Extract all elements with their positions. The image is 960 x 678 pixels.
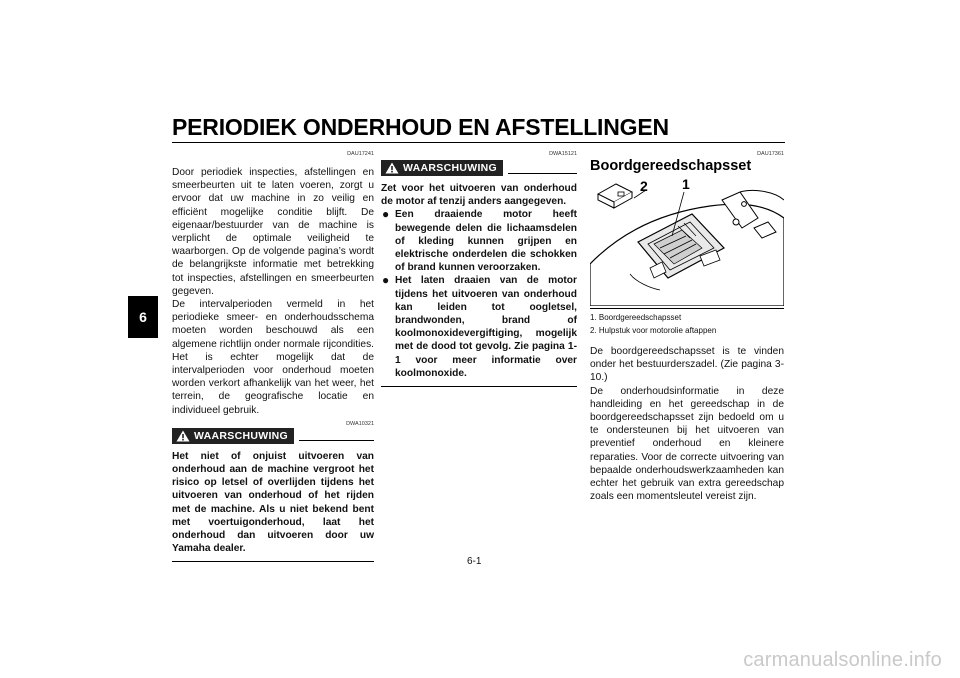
column-2 <box>381 151 577 387</box>
page-title: PERIODIEK ONDERHOUD EN AFSTELLINGEN <box>172 114 669 140</box>
warning-end-rule <box>172 561 374 562</box>
warning-label: WAARSCHUWING <box>194 429 289 442</box>
warning-badge <box>381 160 503 176</box>
warning-label: WAARSCHUWING <box>403 162 498 174</box>
warning-code: DWA10321 <box>346 420 374 427</box>
tool-kit-illustration <box>590 178 784 306</box>
column-3 <box>590 151 784 503</box>
warning-badge <box>172 428 294 444</box>
intro-paragraph: Door periodiek inspecties, afstellingen en smeerbeurten uit te laten voeren, zorgt u ervoor dat uw machine in zo veilig en efficiënt mogelijke conditie blijft. De eigenaar/bestuurder van de machine is verplicht de optimale veiligheid te waarborgen. Op de volgende pagina’s wordt de belangrijkste informatie met betrekking tot inspecties, afstellingen en smeerbeurten gegeven. <box>172 167 374 297</box>
warning-header <box>381 160 577 176</box>
figure-caption <box>590 308 784 337</box>
caption-item: 2. Hulpstuk voor motorolie aftappen <box>590 326 717 335</box>
warning-lead: Zet voor het uitvoeren van onderhoud de motor af tenzij anders aangegeven. <box>381 183 577 208</box>
caption-item: 1. Boordgereedschapsset <box>590 313 682 322</box>
bullet-icon: ● <box>382 207 390 222</box>
warning-triangle-icon <box>176 430 190 442</box>
maintenance-paragraph: De onderhoudsinformatie in deze handleiding en het gereedschap in de boordgereedschapsset zijn bedoeld om u te ondersteunen bij het uitvoeren van preventief onderhoud en kleinere reparaties. Voor de correcte uitvoering van bepaalde onderhoudswerkzaamheden kan echter het gebruik van extra gereedschap zoals een momentsleutel vereist zijn. <box>590 385 784 503</box>
warning-code: DWA15121 <box>549 151 577 157</box>
section-title: Boordgereedschapsset <box>590 158 752 174</box>
warning-triangle-icon <box>385 162 399 174</box>
reference-code: DAU17361 <box>757 151 784 157</box>
interval-paragraph: De intervalperioden vermeld in het periodieke smeer- en onderhoudsschema moeten worden beschouwd als een algemene richtlijn onder normale rijcondities. Het is echter mogelijk dat de intervalperioden voor onderhoud moeten worden verkort afhankelijk van het weer, het terrein, de geografische locatie en individueel gebruik. <box>172 299 374 416</box>
chapter-tab: 6 <box>128 296 158 338</box>
bullet-icon: ● <box>382 273 390 288</box>
warning-rule <box>508 173 577 174</box>
page-number: 6-1 <box>467 556 482 567</box>
callout-1: 1 <box>682 178 690 192</box>
column-1 <box>172 151 374 562</box>
list-item: ● Het laten draaien van de motor tijdens het uitvoeren van onderhoud kan leiden tot oogletsel, brandwonden, brand of koolmonoxidevergiftiging, mogelijk met de dood tot gevolg. Zie pagina 1-1 voor meer informatie over koolmonoxide. <box>382 273 577 379</box>
reference-code: DAU17241 <box>347 151 374 157</box>
warning-text: Het niet of onjuist uitvoeren van onderhoud aan de machine vergroot het risico op letsel of overlijden tijdens het uitvoeren van onderhoud of het rijden met de machine. Als u niet bekend bent met voertuigonderhoud, laat het onderhoud dan uitvoeren door uw Yamaha dealer. <box>172 450 374 555</box>
warning-end-rule <box>381 386 577 387</box>
warning-bullets <box>381 208 577 380</box>
warning-header <box>172 428 374 444</box>
title-rule <box>172 142 785 143</box>
warning-rule <box>299 440 374 441</box>
location-paragraph: De boordgereedschapsset is te vinden onder het bestuurderszadel. (Zie pagina 3-10.) <box>590 346 784 384</box>
callout-2: 2 <box>640 178 648 194</box>
list-item: ● Een draaiende motor heeft bewegende delen die lichaamsdelen of kleding kunnen grijpen en elektrische onderdelen die schokken of brand kunnen veroorzaken. <box>382 207 577 274</box>
tool-kit-figure <box>590 178 784 306</box>
watermark: carmanualsonline.info <box>743 649 942 671</box>
